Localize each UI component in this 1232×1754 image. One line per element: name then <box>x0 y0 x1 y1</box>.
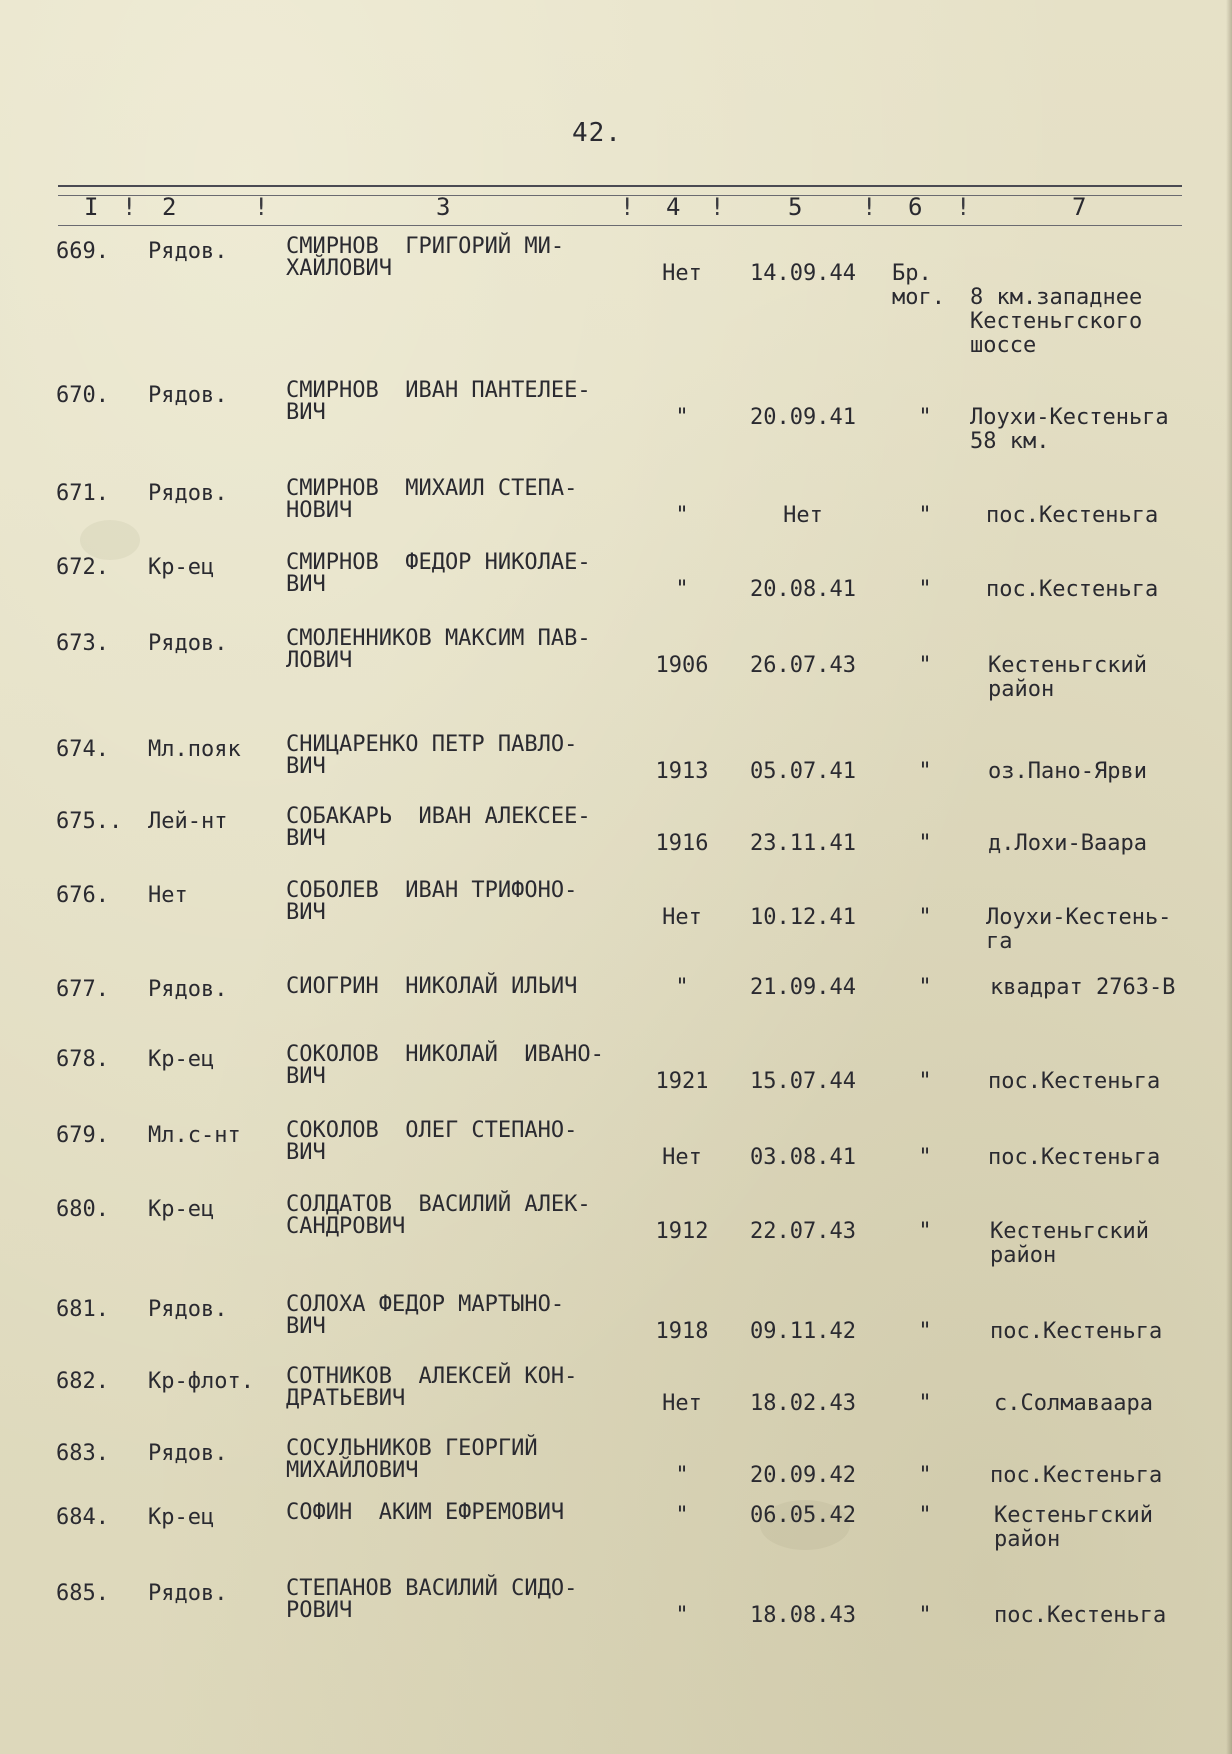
record-burial-place: пос.Кестеньга <box>990 1463 1163 1488</box>
record-burial-type: " <box>918 1503 932 1528</box>
record-burial-type: " <box>918 405 932 430</box>
record-death-date: 22.07.43 <box>750 1219 856 1244</box>
table-row <box>0 548 1232 624</box>
record-burial-place: с.Солмаваара <box>994 1391 1153 1416</box>
record-number: 680. <box>56 1197 109 1222</box>
record-burial-place: пос.Кестеньга <box>986 503 1159 528</box>
table-row <box>0 376 1232 474</box>
record-death-date: 14.09.44 <box>750 261 856 286</box>
record-burial-place: квадрат 2763-В <box>990 975 1176 1000</box>
record-death-date: Нет <box>783 503 823 528</box>
header-separator: ! <box>122 193 137 221</box>
header-col-5: 5 <box>788 193 803 221</box>
header-col-7: 7 <box>1072 193 1087 221</box>
header-separator: ! <box>254 193 269 221</box>
record-rank: Нет <box>148 883 188 908</box>
record-death-date: 18.02.43 <box>750 1391 856 1416</box>
record-name: СНИЦАРЕНКО ПЕТР ПАВЛО- ВИЧ <box>286 732 578 779</box>
record-number: 671. <box>56 481 109 506</box>
record-death-date: 20.09.41 <box>750 405 856 430</box>
page-number: 42. <box>572 118 622 148</box>
record-birth-year: 1916 <box>655 831 709 856</box>
table-row <box>0 876 1232 972</box>
record-birth-year: 1913 <box>655 759 709 784</box>
record-number: 678. <box>56 1047 109 1072</box>
table-row <box>0 972 1232 1040</box>
record-birth-year: Нет <box>662 905 702 930</box>
record-name: СМИРНОВ МИХАИЛ СТЕПА- НОВИЧ <box>286 476 578 523</box>
record-burial-place: 8 км.западнее Кестеньгского шоссе <box>970 285 1143 358</box>
record-birth-year: 1918 <box>655 1319 709 1344</box>
record-birth-year: 1921 <box>655 1069 709 1094</box>
record-death-date: 26.07.43 <box>750 653 856 678</box>
table-row <box>0 1116 1232 1190</box>
record-name: СОБОЛЕВ ИВАН ТРИФОНО- ВИЧ <box>286 878 578 925</box>
record-birth-year: " <box>675 1503 689 1528</box>
record-rank: Рядов. <box>148 239 228 264</box>
record-death-date: 09.11.42 <box>750 1319 856 1344</box>
record-number: 683. <box>56 1441 109 1466</box>
records-table <box>0 232 1232 1650</box>
record-rank: Мл.с-нт <box>148 1123 241 1148</box>
record-rank: Рядов. <box>148 631 228 656</box>
record-number: 670. <box>56 383 109 408</box>
record-rank: Мл.пояк <box>148 737 241 762</box>
header-col-6: 6 <box>908 193 923 221</box>
record-death-date: 20.09.42 <box>750 1463 856 1488</box>
record-rank: Рядов. <box>148 1441 228 1466</box>
table-row <box>0 474 1232 548</box>
record-rank: Рядов. <box>148 977 228 1002</box>
header-separator: ! <box>620 193 635 221</box>
record-rank: Рядов. <box>148 1297 228 1322</box>
table-row <box>0 624 1232 730</box>
record-name: СМИРНОВ ГРИГОРИЙ МИ- ХАЙЛОВИЧ <box>286 234 565 281</box>
record-rank: Лей-нт <box>148 809 228 834</box>
record-burial-place: пос.Кестеньга <box>994 1603 1167 1628</box>
record-rank: Рядов. <box>148 1581 228 1606</box>
record-death-date: 21.09.44 <box>750 975 856 1000</box>
record-name: СМОЛЕННИКОВ МАКСИМ ПАВ- ЛОВИЧ <box>286 626 591 673</box>
record-name: СИОГРИН НИКОЛАЙ ИЛЬИЧ <box>286 974 578 999</box>
record-burial-type: " <box>918 1219 932 1244</box>
record-birth-year: Нет <box>662 1391 702 1416</box>
record-burial-place: Кестеньгский район <box>990 1219 1149 1268</box>
record-burial-type: " <box>918 653 932 678</box>
table-row <box>0 232 1232 376</box>
record-name: СТЕПАНОВ ВАСИЛИЙ СИДО- РОВИЧ <box>286 1576 578 1623</box>
record-burial-type: " <box>918 1463 932 1488</box>
record-death-date: 03.08.41 <box>750 1145 856 1170</box>
record-number: 675.. <box>56 809 123 834</box>
table-row <box>0 802 1232 876</box>
header-separator: ! <box>862 193 877 221</box>
record-burial-place: оз.Пано-Ярви <box>988 759 1147 784</box>
record-burial-type: " <box>918 905 932 930</box>
record-birth-year: " <box>675 1463 689 1488</box>
record-burial-place: пос.Кестеньга <box>990 1319 1163 1344</box>
header-separator: ! <box>710 193 725 221</box>
record-birth-year: " <box>675 503 689 528</box>
table-row <box>0 730 1232 802</box>
record-burial-place: пос.Кестеньга <box>986 577 1159 602</box>
table-row <box>0 1040 1232 1116</box>
table-row <box>0 1434 1232 1498</box>
record-name: СМИРНОВ ФЕДОР НИКОЛАЕ- ВИЧ <box>286 550 591 597</box>
record-burial-type: " <box>918 759 932 784</box>
record-name: СОСУЛЬНИКОВ ГЕОРГИЙ МИХАЙЛОВИЧ <box>286 1436 538 1483</box>
table-row <box>0 1498 1232 1574</box>
header-col-3: 3 <box>436 193 451 221</box>
record-burial-place: пос.Кестеньга <box>988 1145 1161 1170</box>
record-death-date: 23.11.41 <box>750 831 856 856</box>
record-burial-type: " <box>918 1391 932 1416</box>
record-burial-place: Лоухи-Кестеньга 58 км. <box>970 405 1169 454</box>
record-name: СОКОЛОВ ОЛЕГ СТЕПАНО- ВИЧ <box>286 1118 578 1165</box>
record-number: 674. <box>56 737 109 762</box>
record-name: СМИРНОВ ИВАН ПАНТЕЛЕЕ- ВИЧ <box>286 378 591 425</box>
header-separator: ! <box>956 193 971 221</box>
record-burial-type: " <box>918 1603 932 1628</box>
record-birth-year: " <box>675 975 689 1000</box>
record-rank: Кр-ец <box>148 1505 215 1530</box>
record-name: СОБАКАРЬ ИВАН АЛЕКСЕЕ- ВИЧ <box>286 804 591 851</box>
record-number: 669. <box>56 239 109 264</box>
record-birth-year: 1912 <box>655 1219 709 1244</box>
record-number: 684. <box>56 1505 109 1530</box>
table-row <box>0 1190 1232 1290</box>
record-number: 676. <box>56 883 109 908</box>
record-name: СОФИН АКИМ ЕФРЕМОВИЧ <box>286 1500 565 1525</box>
record-number: 682. <box>56 1369 109 1394</box>
record-rank: Рядов. <box>148 481 228 506</box>
record-birth-year: " <box>675 405 689 430</box>
record-burial-type: " <box>918 831 932 856</box>
record-rank: Рядов. <box>148 383 228 408</box>
record-burial-place: пос.Кестеньга <box>988 1069 1161 1094</box>
record-death-date: 20.08.41 <box>750 577 856 602</box>
record-rank: Кр-ец <box>148 1197 215 1222</box>
record-birth-year: " <box>675 577 689 602</box>
table-row <box>0 1362 1232 1434</box>
record-birth-year: 1906 <box>655 653 709 678</box>
record-burial-type: " <box>918 503 932 528</box>
record-number: 679. <box>56 1123 109 1148</box>
record-rank: Кр-ец <box>148 555 215 580</box>
record-birth-year: Нет <box>662 261 702 286</box>
header-col-4: 4 <box>666 193 681 221</box>
record-burial-type: " <box>918 577 932 602</box>
record-number: 685. <box>56 1581 109 1606</box>
table-header <box>58 193 1182 223</box>
record-death-date: 18.08.43 <box>750 1603 856 1628</box>
record-death-date: 10.12.41 <box>750 905 856 930</box>
record-birth-year: Нет <box>662 1145 702 1170</box>
header-bottom-rule <box>58 225 1182 226</box>
header-col-1: I <box>84 193 99 221</box>
record-death-date: 15.07.44 <box>750 1069 856 1094</box>
record-name: СОТНИКОВ АЛЕКСЕЙ КОН- ДРАТЬЕВИЧ <box>286 1364 578 1411</box>
record-burial-type: " <box>918 1319 932 1344</box>
record-number: 677. <box>56 977 109 1002</box>
record-burial-place: Кестеньгский район <box>994 1503 1153 1552</box>
record-birth-year: " <box>675 1603 689 1628</box>
table-row <box>0 1574 1232 1650</box>
record-burial-type: Бр. мог. <box>892 261 945 310</box>
record-burial-type: " <box>918 1069 932 1094</box>
record-burial-place: д.Лохи-Ваара <box>988 831 1147 856</box>
record-name: СОЛДАТОВ ВАСИЛИЙ АЛЕК- САНДРОВИЧ <box>286 1192 591 1239</box>
record-burial-type: " <box>918 975 932 1000</box>
record-burial-place: Лоухи-Кестень- га <box>986 905 1172 954</box>
header-col-2: 2 <box>162 193 177 221</box>
record-death-date: 05.07.41 <box>750 759 856 784</box>
table-row <box>0 1290 1232 1362</box>
record-burial-type: " <box>918 1145 932 1170</box>
record-rank: Кр-ец <box>148 1047 215 1072</box>
record-name: СОКОЛОВ НИКОЛАЙ ИВАНО- ВИЧ <box>286 1042 604 1089</box>
record-burial-place: Кестеньгский район <box>988 653 1147 702</box>
record-number: 672. <box>56 555 109 580</box>
record-number: 673. <box>56 631 109 656</box>
record-number: 681. <box>56 1297 109 1322</box>
record-death-date: 06.05.42 <box>750 1503 856 1528</box>
record-rank: Кр-флот. <box>148 1369 254 1394</box>
record-name: СОЛОХА ФЕДОР МАРТЫНО- ВИЧ <box>286 1292 565 1339</box>
header-top-rule <box>58 185 1182 187</box>
